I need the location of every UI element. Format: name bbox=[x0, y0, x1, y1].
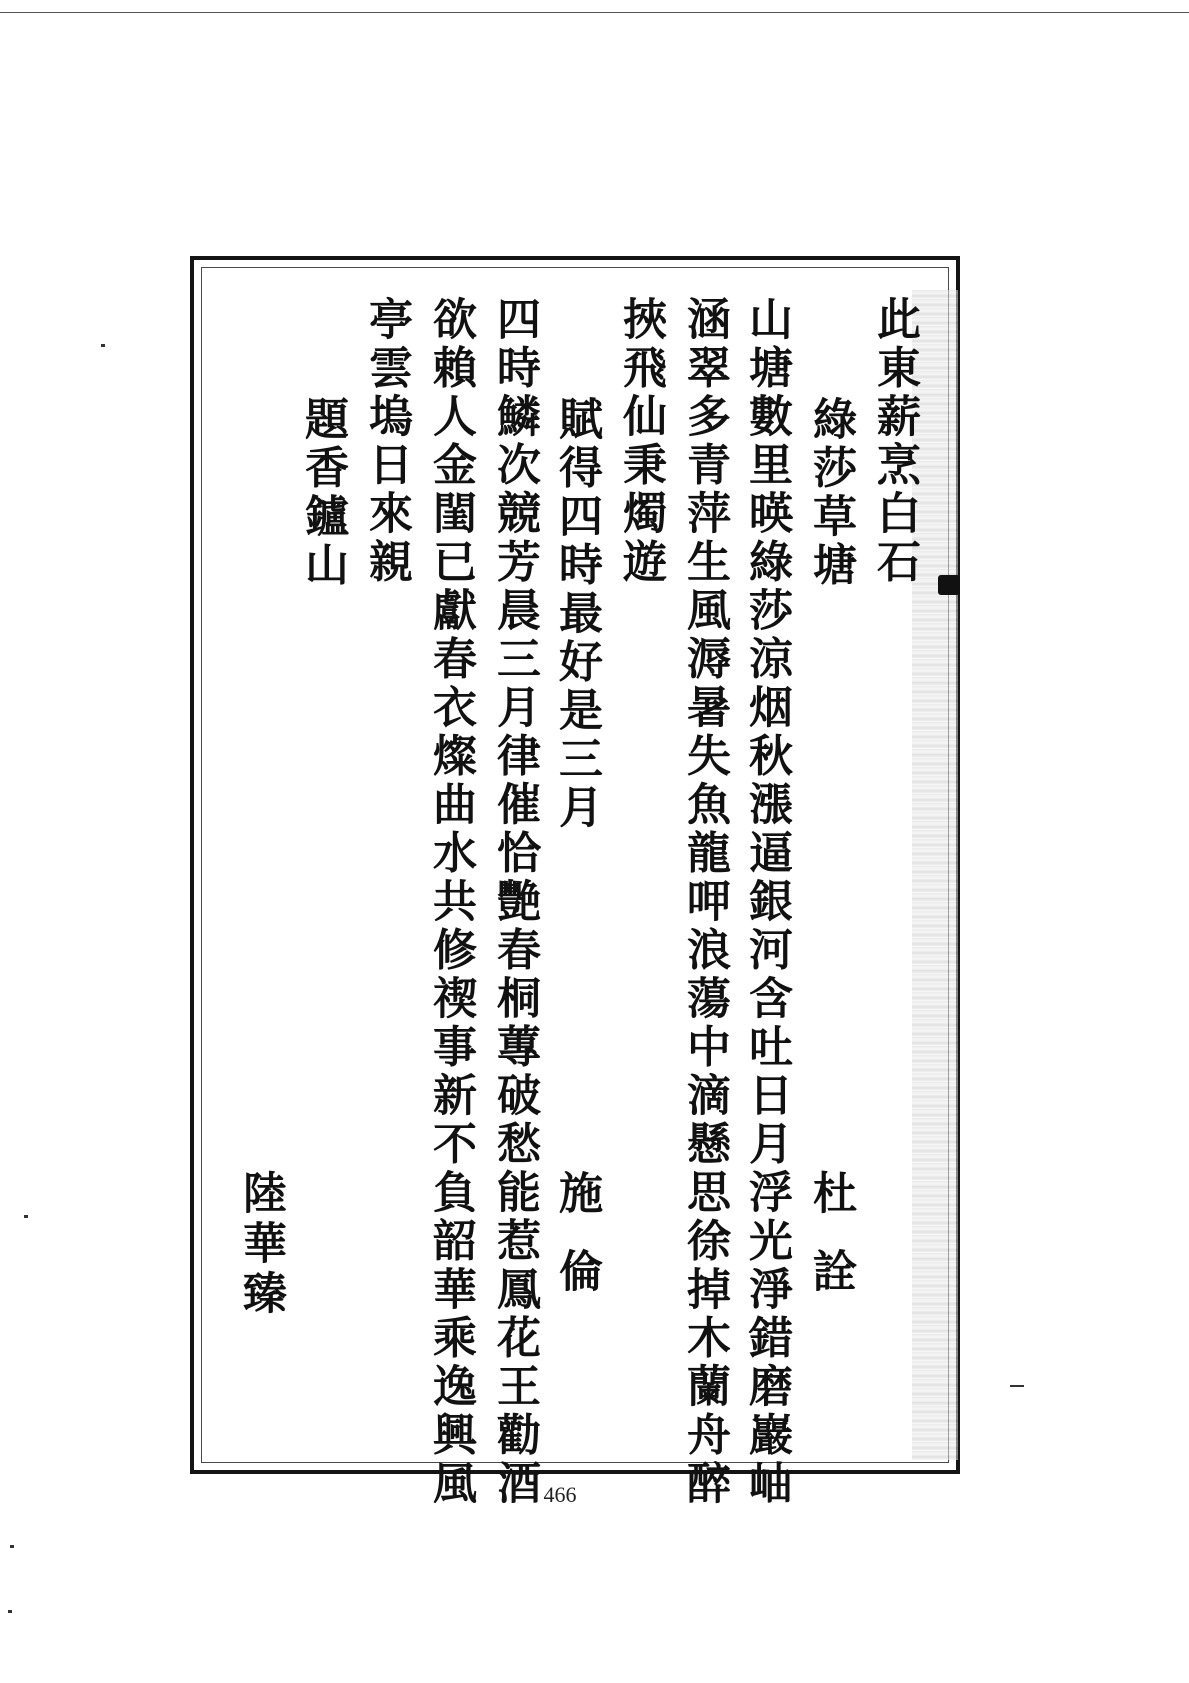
poem-title-2: 賦得四時最好是三月 bbox=[551, 396, 602, 833]
scan-speck bbox=[10, 1545, 14, 1548]
text-column-8: 欲賴人金閨已獻春衣燦曲水共修禊事新不負韶華乘逸興風 bbox=[425, 296, 476, 1509]
text-column-9: 亭雲塢日來親 bbox=[361, 296, 412, 587]
text-column-1: 此東薪烹白石 bbox=[869, 296, 920, 587]
text-column-5: 挾飛仙秉燭遊 bbox=[615, 296, 666, 587]
author-signature-3: 陸華臻 bbox=[235, 1170, 286, 1320]
poem-title-3: 題香鑪山 bbox=[297, 396, 348, 590]
author-signature-1: 杜詮 bbox=[805, 1170, 856, 1326]
text-column-3: 山塘數里暎綠莎涼烟秋漲逼銀河含吐日月浮光淨錯磨巖岫 bbox=[741, 296, 792, 1509]
binding-mark bbox=[938, 575, 960, 595]
text-column-7: 四時鱗次競芳晨三月律催恰艷春桐蓴破愁能惹鳳花王勸酒 bbox=[489, 296, 540, 1509]
scan-speck bbox=[101, 344, 105, 347]
text-column-4: 涵翠多青萍生風溽暑失魚龍呷浪蕩中滴懸思徐掉木蘭舟醉 bbox=[679, 296, 730, 1509]
scan-speck bbox=[8, 1610, 12, 1613]
poem-title-1: 綠莎草塘 bbox=[805, 396, 856, 590]
scan-top-rule bbox=[0, 12, 1189, 13]
author-signature-2: 施倫 bbox=[551, 1170, 602, 1326]
page-number: 466 bbox=[543, 1482, 577, 1507]
scan-speck bbox=[24, 1215, 28, 1218]
scan-speck bbox=[1010, 1385, 1024, 1387]
